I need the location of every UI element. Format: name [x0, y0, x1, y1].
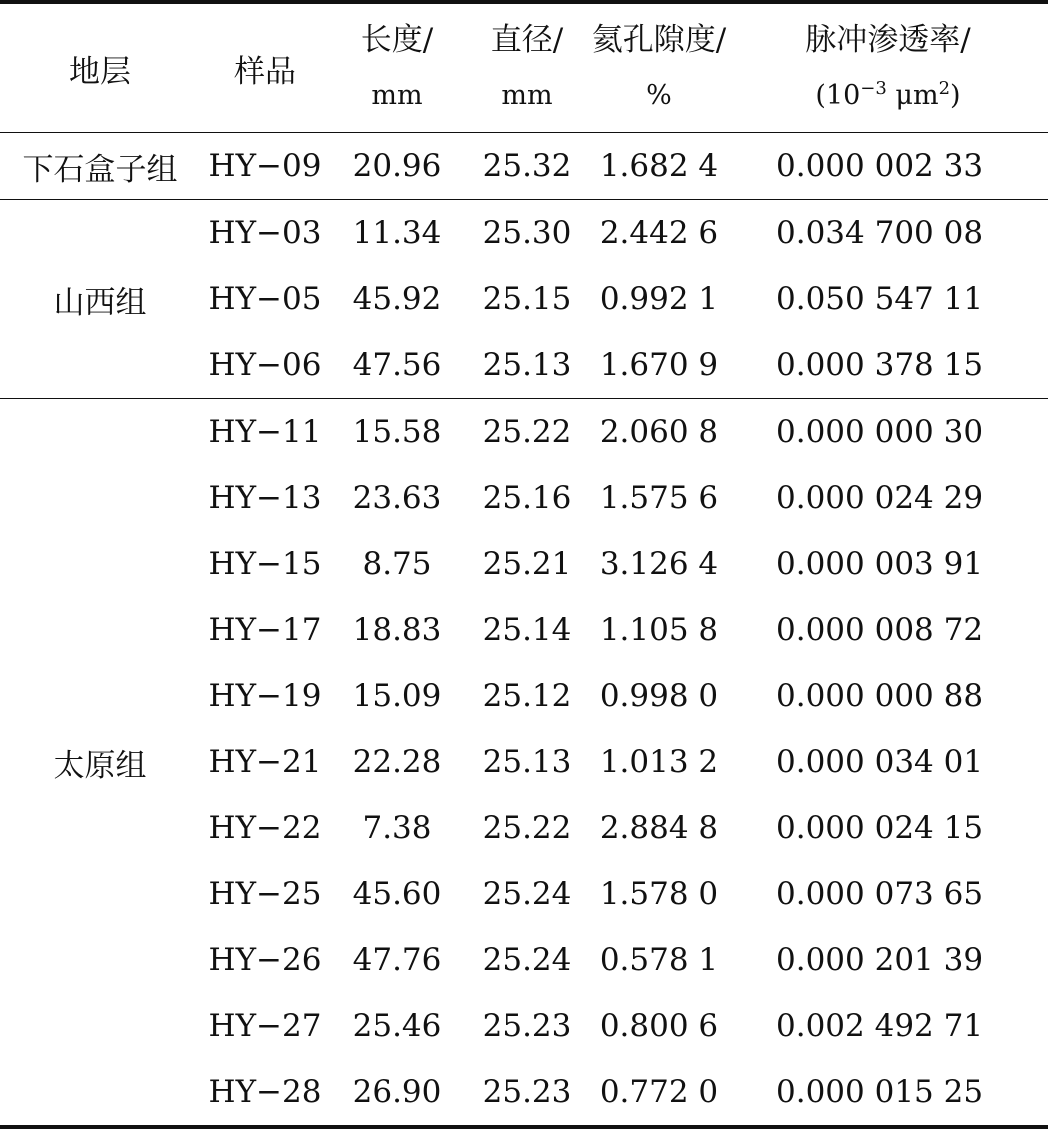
table-header [0, 2, 1048, 133]
sample-cell: HY−28 [200, 1059, 330, 1127]
porosity-cell: 1.578 0 [599, 876, 719, 912]
porosity-cell: 0.800 6 [599, 1008, 719, 1044]
porosity-cell: 0.772 0 [590, 1059, 728, 1127]
diameter-cell: 25.13 [464, 332, 590, 399]
header-porosity-label: 氦孔隙度/ [591, 22, 727, 58]
porosity-cell: 3.126 4 [599, 546, 719, 582]
sample-cell: HY−03 [208, 215, 322, 251]
length-cell: 15.09 [352, 678, 442, 714]
porosity-cell: 0.578 1 [599, 942, 719, 978]
sample-cell: HY−26 [208, 942, 322, 978]
header-permeability-unit [728, 68, 1048, 124]
table-body [0, 133, 1048, 1128]
length-cell: 45.60 [352, 876, 442, 912]
diameter-cell: 25.14 [482, 612, 572, 648]
header-length-unit: mm [371, 80, 423, 111]
header-permeability [728, 2, 1048, 133]
length-cell: 26.90 [330, 1059, 464, 1127]
permeability-cell: 0.000 003 91 [776, 546, 984, 582]
header-porosity-unit: % [646, 80, 672, 111]
permeability-cell: 0.000 024 29 [776, 480, 984, 516]
permeability-cell: 0.000 008 72 [776, 612, 984, 648]
diameter-cell: 25.22 [482, 810, 572, 846]
diameter-cell: 25.24 [482, 942, 572, 978]
permeability-cell: 0.000 000 30 [776, 414, 984, 450]
table-row [0, 200, 1048, 267]
diameter-cell: 25.12 [482, 678, 572, 714]
porosity-cell: 2.442 6 [599, 215, 719, 251]
unit-close: ) [950, 80, 961, 111]
header-stratum [0, 2, 200, 133]
porosity-cell: 1.670 9 [590, 332, 728, 399]
diameter-cell: 25.32 [464, 133, 590, 200]
diameter-cell: 25.15 [482, 281, 572, 317]
porosity-cell: 1.105 8 [599, 612, 719, 648]
stratum-cell: 太原组 [0, 399, 200, 1128]
length-cell: 20.96 [330, 133, 464, 200]
porosity-cell: 1.682 4 [590, 133, 728, 200]
stratum-cell: 山西组 [0, 200, 200, 399]
permeability-cell: 0.050 547 11 [776, 281, 984, 317]
permeability-cell: 0.000 073 65 [776, 876, 984, 912]
permeability-cell: 0.034 700 08 [776, 215, 984, 251]
permeability-cell: 0.000 201 39 [776, 942, 984, 978]
permeability-cell: 0.002 492 71 [776, 1008, 984, 1044]
sample-cell: HY−15 [208, 546, 322, 582]
stratum-cell: 下石盒子组 [0, 133, 200, 200]
table-row [0, 133, 1048, 200]
length-cell: 8.75 [362, 546, 432, 582]
permeability-cell: 0.000 000 88 [776, 678, 984, 714]
length-cell: 25.46 [352, 1008, 442, 1044]
sample-cell: HY−09 [200, 133, 330, 200]
unit-micron: μm [886, 80, 939, 111]
unit-exponent: −3 [860, 78, 887, 99]
diameter-cell: 25.13 [482, 744, 572, 780]
diameter-cell: 25.24 [482, 876, 572, 912]
header-porosity [590, 2, 728, 133]
sample-cell: HY−19 [208, 678, 322, 714]
sample-cell: HY−21 [208, 744, 322, 780]
length-cell: 22.28 [352, 744, 442, 780]
diameter-cell: 25.23 [482, 1008, 572, 1044]
diameter-cell: 25.30 [482, 215, 572, 251]
diameter-cell: 25.16 [482, 480, 572, 516]
length-cell: 11.34 [352, 215, 442, 251]
sample-cell: HY−22 [208, 810, 322, 846]
length-cell: 7.38 [362, 810, 432, 846]
sample-cell: HY−06 [200, 332, 330, 399]
sample-cell: HY−17 [208, 612, 322, 648]
header-stratum-label: 地层 [69, 53, 131, 90]
unit-square: 2 [938, 78, 951, 99]
permeability-cell: 0.000 378 15 [728, 332, 1048, 399]
porosity-cell: 2.884 8 [599, 810, 719, 846]
sample-cell: HY−27 [208, 1008, 322, 1044]
table-row [0, 399, 1048, 466]
diameter-cell: 25.22 [482, 414, 572, 450]
porosity-cell: 0.998 0 [599, 678, 719, 714]
porosity-cell: 1.575 6 [599, 480, 719, 516]
length-cell: 47.76 [352, 942, 442, 978]
permeability-cell: 0.000 034 01 [776, 744, 984, 780]
porosity-cell: 0.992 1 [599, 281, 719, 317]
header-length [330, 2, 464, 133]
length-cell: 47.56 [330, 332, 464, 399]
header-row [0, 2, 1048, 133]
header-diameter [464, 2, 590, 133]
length-cell: 23.63 [352, 480, 442, 516]
sample-cell: HY−25 [208, 876, 322, 912]
permeability-cell: 0.000 015 25 [728, 1059, 1048, 1127]
sample-cell: HY−11 [208, 414, 322, 450]
header-diameter-unit: mm [501, 80, 553, 111]
permeability-cell: 0.000 024 15 [776, 810, 984, 846]
header-diameter-label: 直径/ [490, 22, 564, 58]
length-cell: 18.83 [352, 612, 442, 648]
permeability-cell: 0.000 002 33 [728, 133, 1048, 200]
porosity-cell: 1.013 2 [599, 744, 719, 780]
length-cell: 15.58 [352, 414, 442, 450]
diameter-cell: 25.23 [464, 1059, 590, 1127]
header-sample-label: 样品 [234, 53, 296, 90]
sample-cell: HY−05 [208, 281, 322, 317]
header-permeability-label: 脉冲渗透率/ [805, 22, 971, 58]
sample-cell: HY−13 [208, 480, 322, 516]
length-cell: 45.92 [352, 281, 442, 317]
diameter-cell: 25.21 [482, 546, 572, 582]
unit-open: (10 [815, 80, 861, 111]
porosity-cell: 2.060 8 [599, 414, 719, 450]
header-sample [200, 2, 330, 133]
header-length-label: 长度/ [360, 22, 434, 58]
